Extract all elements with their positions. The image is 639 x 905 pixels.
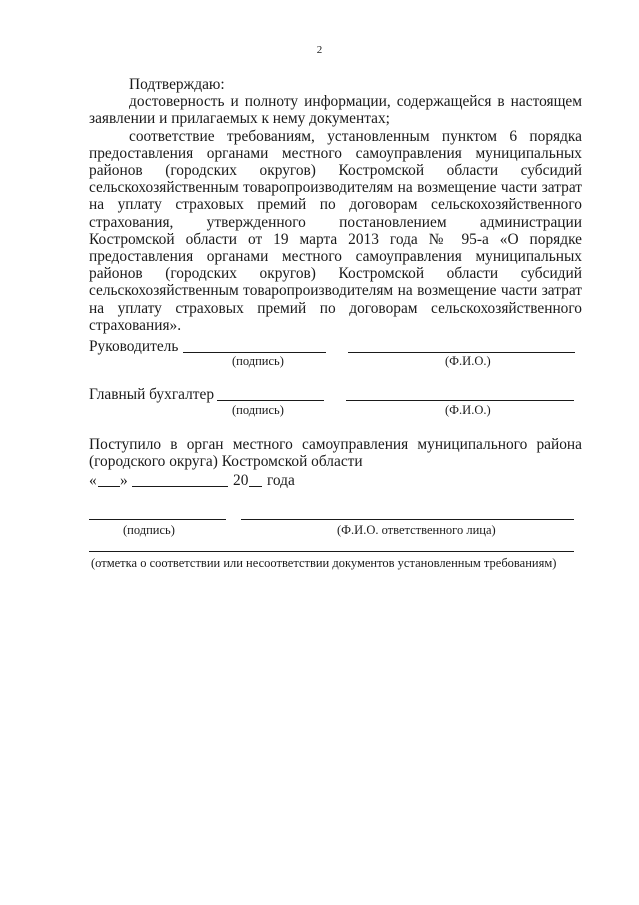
date-close-quote: » (120, 472, 128, 489)
head-signature-line[interactable] (183, 352, 326, 353)
accountant-signature-caption: (подпись) (232, 403, 284, 417)
compliance-note-caption: (отметка о соответствии или несоответствии документов установленным требованиям) (91, 556, 557, 570)
date-year-suffix: года (267, 472, 295, 489)
accountant-name-caption: (Ф.И.О.) (445, 403, 491, 417)
date-year-line[interactable] (249, 486, 262, 487)
accountant-name-line[interactable] (346, 400, 574, 401)
responsible-signature-line[interactable] (89, 519, 226, 520)
head-name-line[interactable] (348, 352, 575, 353)
received-text-line-1: Поступило в орган местного самоуправления муниципального района (89, 436, 582, 453)
head-label: Руководитель (89, 338, 179, 355)
confirm-paragraph-2: соответствие требованиям, установленным пунктом 6 порядка предоставления органами местного самоуправления муниципальных районов (городских округов) Костромской области субсидий сельскохозяйственным товаропроизводителям на возмещение части затрат на уплату страховых премий по договорам сельскохозяйственного страхования, утвержденного постановлением администрации Костромской области от 19 марта 2013 года № 95-а «О порядке предоставления органами местного самоуправления муниципальных районов (городских округов) Костромской области субсидий сельскохозяйственным товаропроизводителям на возмещение части затрат на уплату страховых премий по договорам сельскохозяйственного страхования». (89, 127, 582, 334)
head-signature-caption: (подпись) (232, 354, 284, 368)
date-month-line[interactable] (132, 486, 228, 487)
date-open-quote: « (89, 472, 97, 489)
accountant-signature-line[interactable] (217, 400, 324, 401)
compliance-note-line[interactable] (89, 551, 574, 552)
received-text-line-2: (городского округа) Костромской области (89, 453, 363, 471)
page-number: 2 (316, 44, 323, 56)
date-year-prefix: 20 (233, 472, 249, 489)
date-day-line[interactable] (98, 486, 120, 487)
responsible-signature-caption: (подпись) (123, 523, 175, 537)
confirm-paragraph-1: достоверность и полноту информации, содержащейся в настоящем заявлении и прилагаемых к нему документах; (89, 93, 582, 128)
responsible-name-line[interactable] (241, 519, 574, 520)
received-block (89, 436, 582, 470)
responsible-name-caption: (Ф.И.О. ответственного лица) (337, 523, 496, 537)
confirm-heading: Подтверждаю: (129, 76, 225, 93)
confirmation-block (89, 76, 582, 334)
head-name-caption: (Ф.И.О.) (445, 354, 491, 368)
accountant-label: Главный бухгалтер (89, 386, 215, 403)
